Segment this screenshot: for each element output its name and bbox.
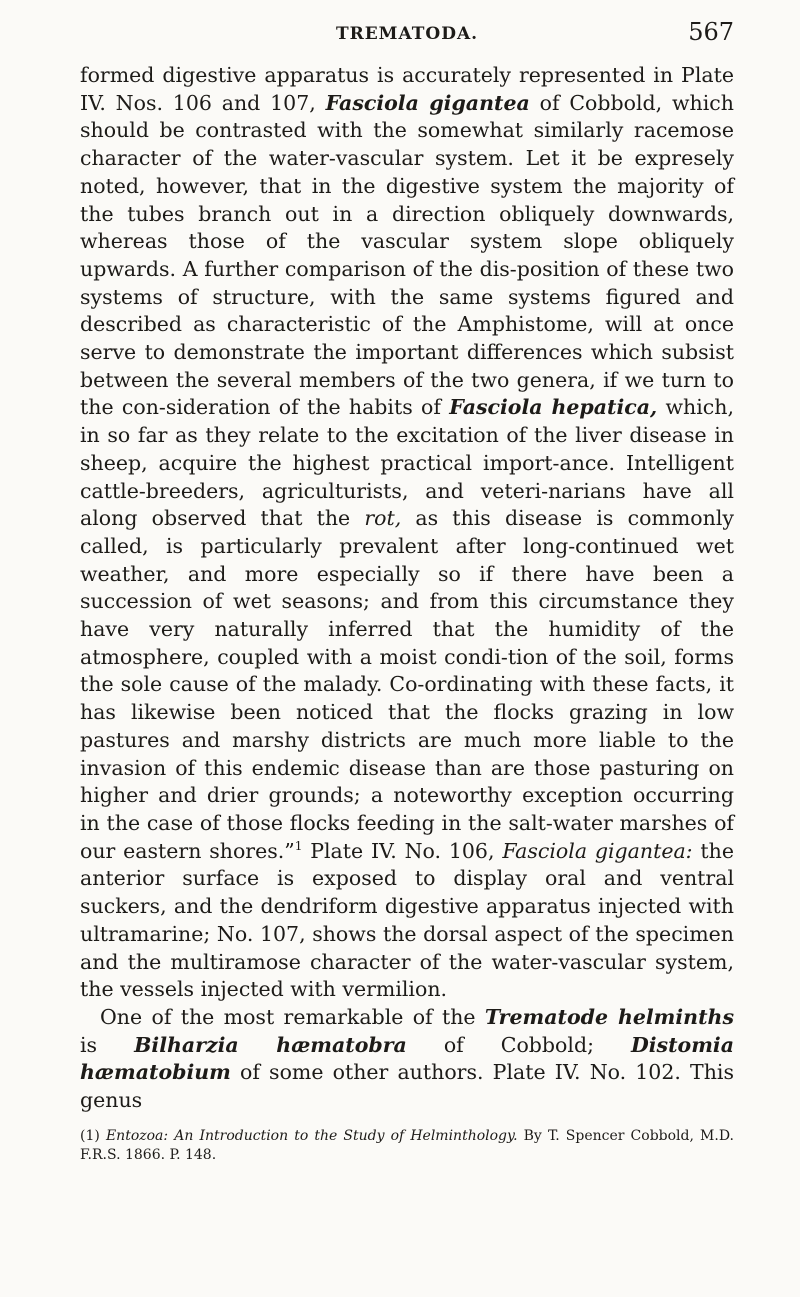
running-title: TREMATODA. <box>335 24 479 44</box>
page-number: 567 <box>688 18 734 46</box>
footnote-reference: 1 <box>294 838 303 853</box>
body-text <box>80 62 734 1115</box>
footnote: (1) Entozoa: An Introduction to the Study of Helminthology. By T. Spencer Cobbold, M.D. F.R.S. 1866. P. 148. <box>80 1127 735 1163</box>
paragraph-2: One of the most remarkable of the Trematode helminths is Bilharzia hæmatobra of Cobbold; Distomia hæmatobium of some other authors. Plate IV. No. 102. This genus <box>80 1004 734 1113</box>
page-header <box>80 18 734 48</box>
paragraph-1: formed digestive apparatus is accurately represented in Plate IV. Nos. 106 and 107, Fasciola gigantea of Cobbold, which should be contrasted with the somewhat similarly racemose character of the water-vascular system. Let it be expresely noted, however, that in the digestive system the majority of the tubes branch out in a direction obliquely downwards, whereas those of the vascular system slope obliquely upwards. A further comparison of the dis-position of these two systems of structure, with the same systems figured and described as characteristic of the Amphistome, will at once serve to demonstrate the important differences which subsist between the several members of the two genera, if we turn to the con-sideration of the habits of Fasciola hepatica, which, in so far as they relate to the excitation of the liver disease in sheep, acquire the highest practical import-ance. Intelligent cattle-breeders, agriculturists, and veteri-narians have all along observed that the rot, as this disease is commonly called, is particularly prevalent after long-continued wet weather, and more especially so if there have been a succession of wet seasons; and from this circumstance they have very naturally inferred that the humidity of the atmosphere, coupled with a moist condi-tion of the soil, forms the sole cause of the malady. Co-ordinating with these facts, it has likewise been noticed that the flocks grazing in low pastures and marshy districts are much more liable to the invasion of this endemic disease than are those pasturing on higher and drier grounds; a noteworthy exception occurring in the case of those flocks feeding in the salt-water marshes of our eastern shores.”$^1$ Plate IV. No. 106, Fasciola gigantea: the anterior surface is exposed to display oral and ventral suckers, and the dendriform digestive apparatus injected with ultramarine; No. 107, shows the dorsal aspect of the specimen and the multiramose character of the water-vascular system, the vessels injected with vermilion. <box>80 63 734 1002</box>
